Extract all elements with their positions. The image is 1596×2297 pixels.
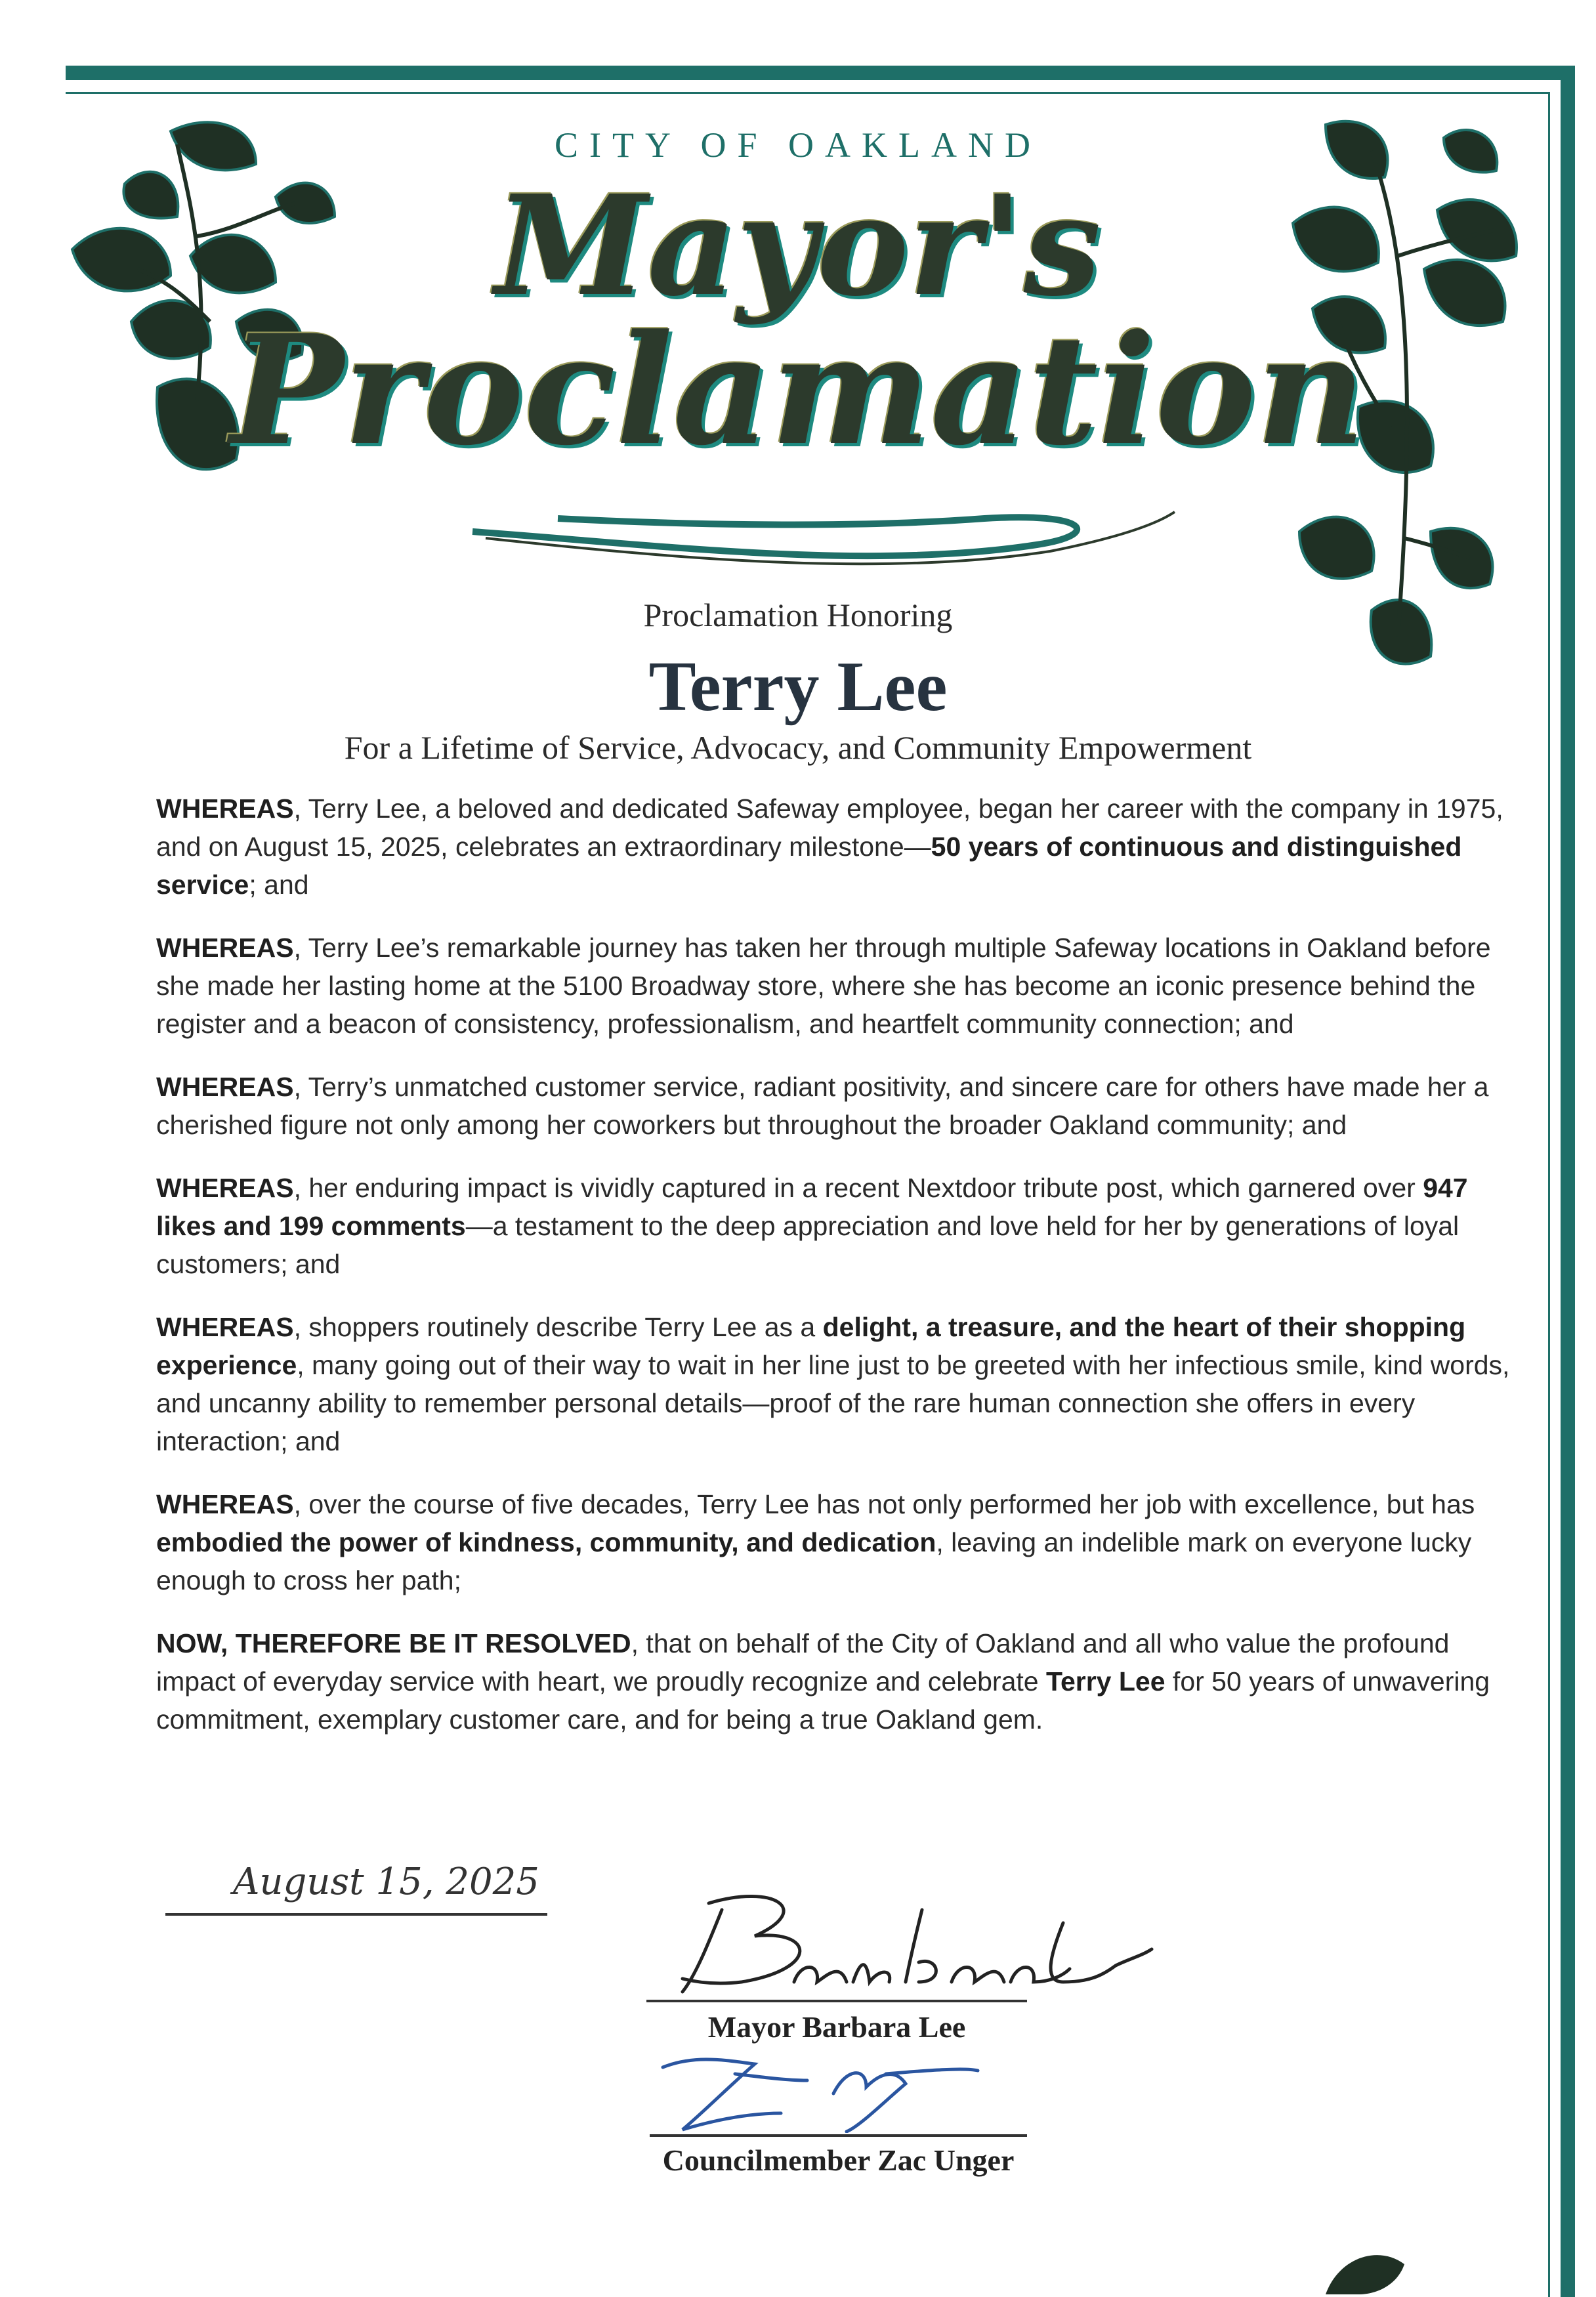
resolution-clause: NOW, THEREFORE BE IT RESOLVED, that on behalf of the City of Oakland and all who value the profound impact of everyday service with heart, we proudly recognize and celebrate Terry Lee for 50 years of unwavering commitment, exemplary customer care, and for being a true Oakland gem. (156, 1628, 1490, 1735)
title-proclamation: Proclamation (230, 302, 1366, 479)
councilmember-name: Councilmember Zac Unger (662, 2143, 1015, 2177)
clause: WHEREAS, Terry Lee, a beloved and dedicated Safeway employee, began her career with the company in 1975, and on August 15, 2025, celebrates an extraordinary milestone—50 years of continuous and distinguished service; and (156, 793, 1503, 900)
proclamation-date: August 15, 2025 (233, 1861, 539, 1903)
clause: WHEREAS, over the course of five decades, Terry Lee has not only performed her job with excellence, but has embodied the power of kindness, community, and dedication, leaving an indelible mark on everyone lucky enough to cross her path; (156, 1489, 1475, 1595)
clause: WHEREAS, her enduring impact is vividly captured in a recent Nextdoor tribute post, which garnered over 947 likes and 199 comments—a testament to the deep appreciation and love held for her by generations of loyal customers; and (156, 1173, 1468, 1279)
proclamation-intro: Proclamation Honoring (643, 597, 953, 633)
mayor-name: Mayor Barbara Lee (707, 2010, 966, 2044)
clause: WHEREAS, shoppers routinely describe Terry Lee as a delight, a treasure, and the heart of their shopping experience, many going out of their way to wait in her line just to be greeted with her infectious smile, kind words, and uncanny ability to remember personal details—proof of the rare human connection she offers in every interaction; and (156, 1312, 1510, 1456)
signature-line (646, 2000, 1027, 2002)
signature-line (650, 2134, 1027, 2137)
councilmember-signature (650, 2048, 1017, 2133)
proclamation-body (156, 790, 1515, 1763)
leaf-fragment-icon (1319, 2244, 1411, 2294)
honoree-name: Terry Lee (648, 648, 948, 726)
honoree-subtitle: For a Lifetime of Service, Advocacy, and Community Empowerment (344, 729, 1252, 766)
date-line (165, 1913, 547, 1916)
clause: WHEREAS, Terry Lee’s remarkable journey has taken her through multiple Safeway locations in Oakland before she made her lasting home at the 5100 Broadway store, where she has become an iconic presence behind the register and a beacon of consistency, professionalism, and heartfelt community connection; and (156, 933, 1491, 1039)
swash-ornament-icon (459, 505, 1181, 578)
title-mayors: Mayor's (495, 165, 1101, 327)
mayor-signature (643, 1884, 1155, 2002)
clause: WHEREAS, Terry’s unmatched customer service, radiant positivity, and sincere care for others have made her a cherished figure not only among her coworkers but throughout the broader Oakland community; and (156, 1072, 1489, 1140)
city-name: CITY OF OAKLAND (555, 125, 1041, 165)
